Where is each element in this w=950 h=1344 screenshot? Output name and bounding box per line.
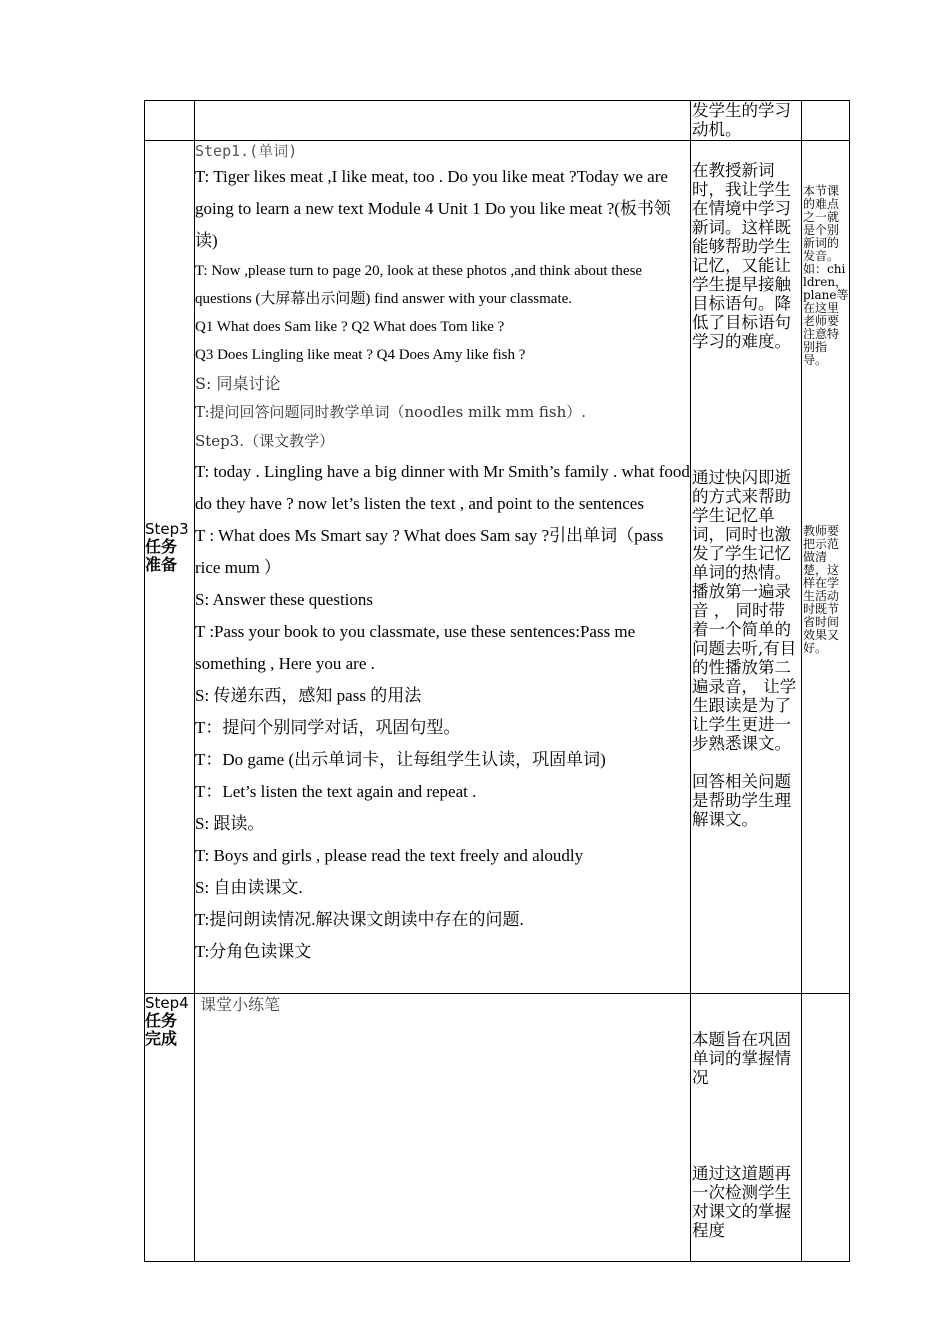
content-line: T:分角色读课文 [195,942,312,961]
content-line: T: Tiger likes meat ,I like meat, too . Do you like meat ?Today we are going to learn a new text Module 4 Unit 1 Do you like meat ?(板书领读) [195,167,671,250]
design-note: 发学生的学习动机。 [692,101,791,139]
content-line: T:提问回答问题同时教学单词（noodles milk mm fish）. [195,403,587,421]
step-title: 准备 [145,555,178,574]
step-number: Step4 [145,994,189,1012]
content-line: T：提问个别同学对话，巩固句型。 [195,718,461,737]
table-row [145,994,850,1262]
content-line: T: today . Lingling have a big dinner with Mr Smith’s family . what food do they have ? now let’s listen the text , and point to the sentences [195,462,690,513]
content-line: S: 自由读课文. [195,878,303,897]
content-cell [195,994,691,1262]
content-line: T :Pass your book to you classmate, use these sentences:Pass me something , Here you are . [195,622,636,673]
content-line: Step3.（课文教学） [195,432,335,450]
lesson-plan-table [144,100,850,1262]
step-title: 完成 [145,1029,178,1048]
content-line: S: 传递东西，感知 pass 的用法 [195,686,422,705]
tip-cell [802,141,850,994]
table-row [145,141,850,994]
step-cell [145,101,195,141]
design-note: 播放第一遍录音 ， 同时带着一个简单的问题去听,有目的性播放第二遍录音， 让学生跟读是为了让学生更进一步熟悉课文。 [692,582,797,753]
content-line: Step1.(单词) [195,142,298,160]
design-note-cell [691,101,802,141]
design-note: 在教授新词时，我让学生在情境中学习新词。这样既能够帮助学生记忆，又能让学生提早接触目标语句。降低了目标语句学习的难度。 [692,161,791,351]
content-line: T: Boys and girls , please read the text freely and aloudly [195,846,584,865]
content-line: S: 同桌讨论 [195,374,281,393]
teaching-tip: 教师要把示范做清楚，这样在学生活动时既节省时间效果又好。 [803,524,840,655]
tip-cell [802,101,850,141]
content-cell [195,101,691,141]
design-note: 通过这道题再一次检测学生对课文的掌握程度 [692,1164,791,1240]
table-row [145,101,850,141]
design-note-cell [691,994,802,1262]
design-note: 本题旨在巩固单词的掌握情况 [692,1030,791,1087]
step-title: 任务 [145,537,178,556]
content-line: T：Do game (出示单词卡，让每组学生认读，巩固单词) [195,750,606,769]
teaching-tip: 本节课的难点之一就是个别新词的发音。如：children，plane等在这里老师要注意特别指导。 [803,184,849,367]
step-title: 任务 [145,1011,178,1030]
design-note: 回答相关问题是帮助学生理解课文。 [692,772,791,829]
content-line: T: Now ,please turn to page 20, look at these photos ,and think about these questions (大屏幕出示问题) find answer with your classmate. [195,263,643,307]
step-cell [145,994,195,1262]
content-line: Q1 What does Sam like ? Q2 What does Tom like ? [195,319,505,335]
content-line: S: Answer these questions [195,590,374,609]
design-note: 通过快闪即逝的方式来帮助学生记忆单词，同时也激发了学生记忆单词的热情。 [692,468,791,582]
content-cell [195,141,691,994]
content-line: T:提问朗读情况.解决课文朗读中存在的问题. [195,910,524,929]
content-line: Q3 Does Lingling like meat ? Q4 Does Amy like fish ? [195,347,526,363]
design-note-cell [691,141,802,994]
content-line: 课堂小练笔 [195,995,281,1014]
content-line: T : What does Ms Smart say ? What does Sam say ?引出单词（pass rice mum ） [195,526,664,577]
tip-cell [802,994,850,1262]
content-line: S: 跟读。 [195,814,265,833]
step-cell [145,141,195,994]
content-line: T：Let’s listen the text again and repeat . [195,782,477,801]
step-number: Step3 [145,520,189,538]
